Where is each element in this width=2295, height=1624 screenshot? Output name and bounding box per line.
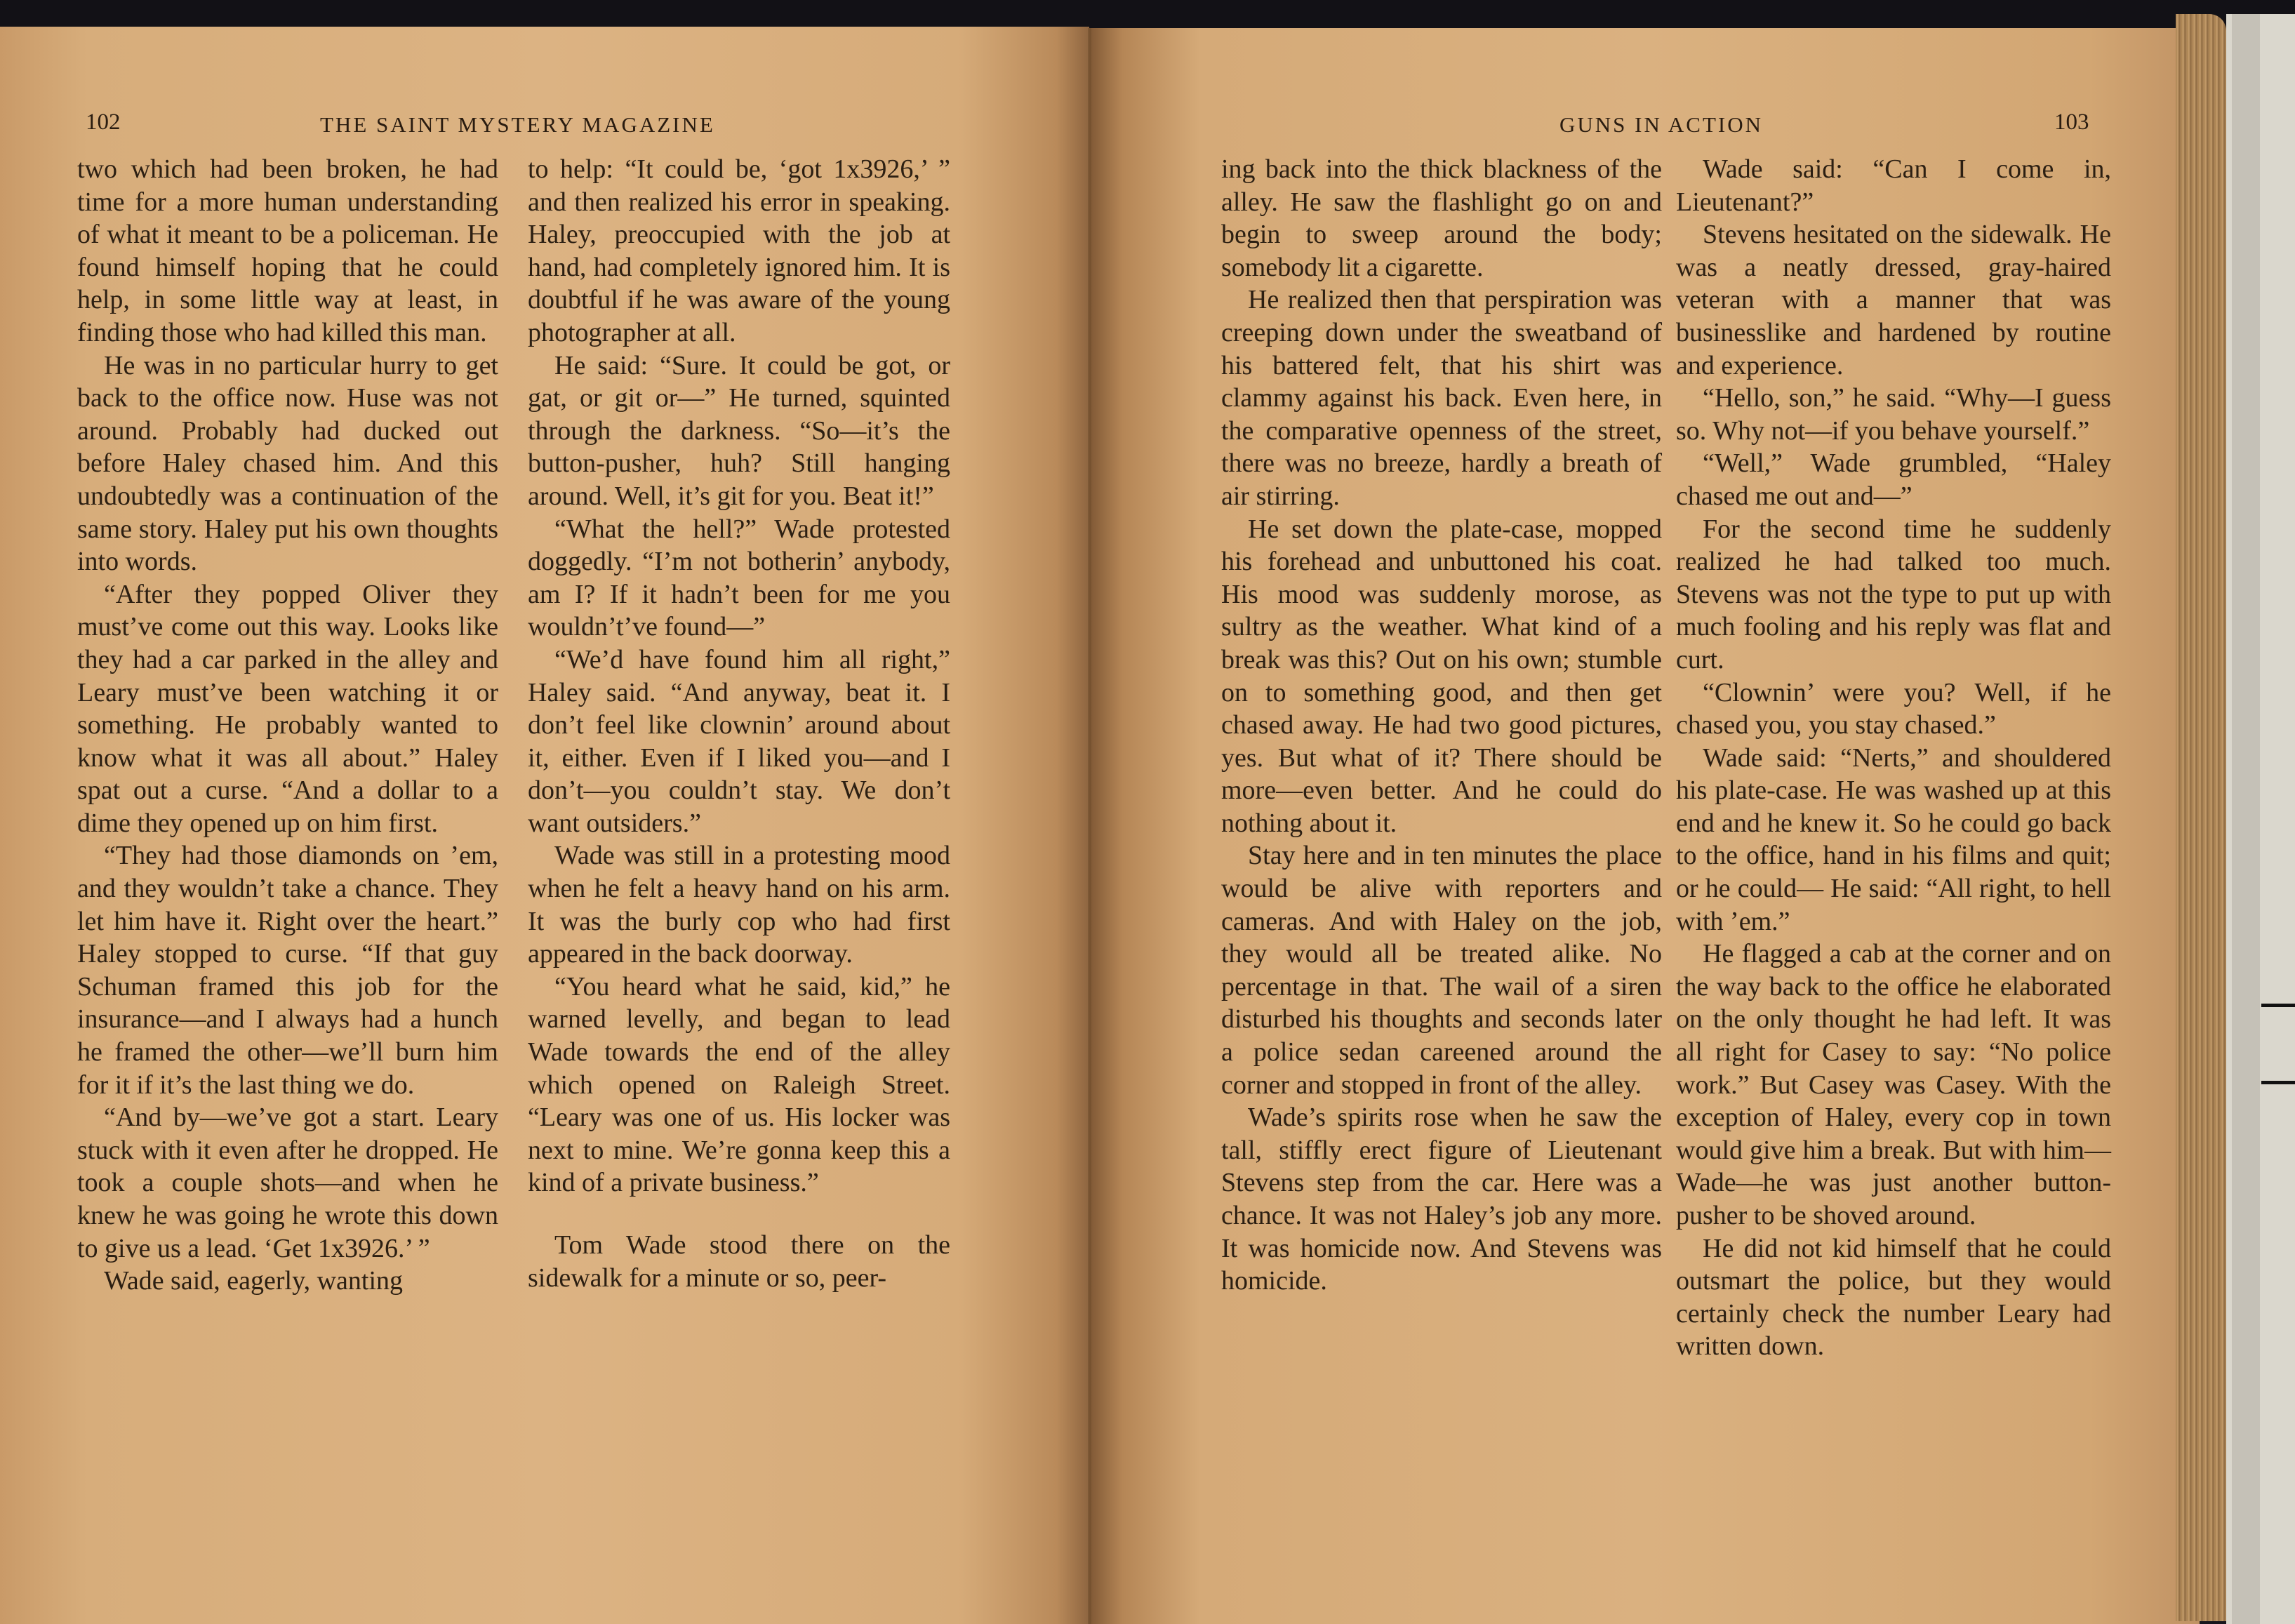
left-column-2 bbox=[528, 153, 950, 1294]
paragraph: Stay here and in ten minutes the place would be alive with reporters and cameras. And with Haley on the job, they would all be treated alike. No percentage in that. The wail of a siren disturbed his thoughts and seconds later a police sedan careened around the corner and stopped in front of the alley. bbox=[1221, 841, 1662, 1100]
paragraph: “What the hell?” Wade protested doggedly. “I’m not botherin’ anybody, am I? If it hadn’t been for me you wouldn’t’ve found—” bbox=[528, 514, 950, 642]
paragraph: Wade was still in a protesting mood when he felt a heavy hand on his arm. It was the burly cop who had first appeared in the back doorway. bbox=[528, 841, 950, 969]
left-running-head: THE SAINT MYSTERY MAGAZINE bbox=[320, 112, 715, 137]
paragraph: He did not kid himself that he could outsmart the police, but they would certainly check the number Leary had written down. bbox=[1676, 1233, 2111, 1362]
paragraph: He set down the plate-case, mopped his forehead and unbuttoned his coat. His mood was suddenly morose, as sultry as the weather. What kind of a break was this? Out on his own; stumble on to something good, and then get chased away. He had two good pictures, yes. But what of it? There should be more—even better. And he could do nothing about it. bbox=[1221, 514, 1662, 838]
paragraph: He flagged a cab at the corner and on the way back to the office he elaborated on the only thought he had left. It was all right for Casey to say: “No police work.” But Casey was Casey. With the exception of Haley, every cop in town would give him a break. But with him—Wade—he was just another button-pusher to be shoved around. bbox=[1676, 939, 2111, 1230]
paragraph: “After they popped Oliver they must’ve come out this way. Looks like they had a car parked in the alley and Leary must’ve been watching it or something. He probably wanted to know what it was all about.” Haley spat out a curse. “And a dollar to a dime they opened up on him first. bbox=[77, 579, 498, 838]
paragraph: to help: “It could be, ‘got 1x3926,’ ” and then realized his error in speaking. Haley, preoccupied with the job at hand, had completely ignored him. It is doubtful if he was aware of the young photographer at all. bbox=[528, 154, 950, 347]
card-mark bbox=[2261, 1081, 2295, 1084]
paragraph: “Clownin’ were you? Well, if he chased you, you stay chased.” bbox=[1676, 677, 2111, 740]
right-column-1 bbox=[1221, 153, 1662, 1298]
left-column-1 bbox=[77, 153, 498, 1298]
paragraph: For the second time he suddenly realized he had talked too much. Stevens was not the type to put up with much fooling and his reply was flat and curt. bbox=[1676, 514, 2111, 674]
paragraph: “Hello, son,” he said. “Why—I guess so. Why not—if you behave yourself.” bbox=[1676, 383, 2111, 446]
paragraph: “You heard what he said, kid,” he warned levelly, and began to lead Wade towards the end of the alley which opened on Raleigh Street. “Leary was one of us. His locker was next to mine. We’re gonna keep this a kind of a private business.” bbox=[528, 971, 950, 1198]
right-running-head: GUNS IN ACTION bbox=[1559, 112, 1763, 137]
book-gutter bbox=[1088, 28, 1091, 1624]
left-page-number: 102 bbox=[86, 109, 121, 135]
scanner-edge bbox=[0, 0, 2295, 29]
page-edges bbox=[2176, 14, 2226, 1621]
right-column-2 bbox=[1676, 153, 2111, 1363]
paragraph: “We’d have found him all right,” Haley said. “And anyway, beat it. I don’t feel like clownin’ around about it, either. Even if I liked you—and I don’t—you couldn’t stay. We don’t want outsiders.” bbox=[528, 644, 950, 838]
right-page-number: 103 bbox=[2054, 109, 2089, 135]
paragraph: Wade said: “Nerts,” and shouldered his plate-case. He was washed up at this end and he knew it. So he could go back to the office, hand in his films and quit; or he could— He said: “All right, to hell with ’em.” bbox=[1676, 743, 2111, 936]
paragraph: ing back into the thick blackness of the alley. He saw the flashlight go on and begin to sweep around the body; somebody lit a cigarette. bbox=[1221, 154, 1662, 282]
paragraph: Wade’s spirits rose when he saw the tall, stiffly erect figure of Lieutenant Stevens step from the car. Here was a chance. It was not Haley’s job any more. It was homicide now. And Stevens was homicide. bbox=[1221, 1103, 1662, 1296]
paragraph: He was in no particular hurry to get back to the office now. Huse was not around. Probably had ducked out before Haley chased him. And this undoubtedly was a continuation of the same story. Haley put his own thoughts into words. bbox=[77, 350, 498, 577]
paragraph: He realized then that perspiration was creeping down under the sweatband of his battered felt, that his shirt was clammy against his back. Even here, in the comparative openness of the street, there was no breeze, hardly a breath of air stirring. bbox=[1221, 285, 1662, 511]
paragraph: Stevens hesitated on the sidewalk. He was a neatly dressed, gray-haired veteran with a manner that was businesslike and hardened by routine and experience. bbox=[1676, 220, 2111, 380]
paragraph: Wade said: “Can I come in, Lieutenant?” bbox=[1676, 154, 2111, 217]
paragraph: Wade said, eagerly, wanting bbox=[104, 1266, 404, 1296]
paragraph: He said: “Sure. It could be got, or gat, or git or—” He turned, squinted through the darkness. “So—it’s the button-pusher, huh? Still hanging around. Well, it’s git for you. Beat it!” bbox=[528, 350, 950, 511]
card-mark bbox=[2261, 1004, 2295, 1007]
paragraph: Tom Wade stood there on the sidewalk for a minute or so, peer- bbox=[528, 1230, 950, 1293]
background-card-strip bbox=[2232, 14, 2260, 1624]
paragraph: “And by—we’ve got a start. Leary stuck with it even after he dropped. He took a couple shots—and when he knew he was going he wrote this down to give us a lead. ‘Get 1x3926.’ ” bbox=[77, 1103, 498, 1263]
paragraph: two which had been broken, he had time for a more human understanding of what it meant to be a policeman. He found himself hoping that he could help, in some little way at least, in finding those who had killed this man. bbox=[77, 154, 498, 347]
paragraph: “They had those diamonds on ’em, and they wouldn’t take a chance. They let him have it. Right over the heart.” Haley stopped to curse. “If that guy Schuman framed this job for the insurance—and I always had a hunch he framed the other—we’ll burn him for it if it’s the last thing we do. bbox=[77, 841, 498, 1100]
paragraph: “Well,” Wade grumbled, “Haley chased me out and—” bbox=[1676, 448, 2111, 511]
